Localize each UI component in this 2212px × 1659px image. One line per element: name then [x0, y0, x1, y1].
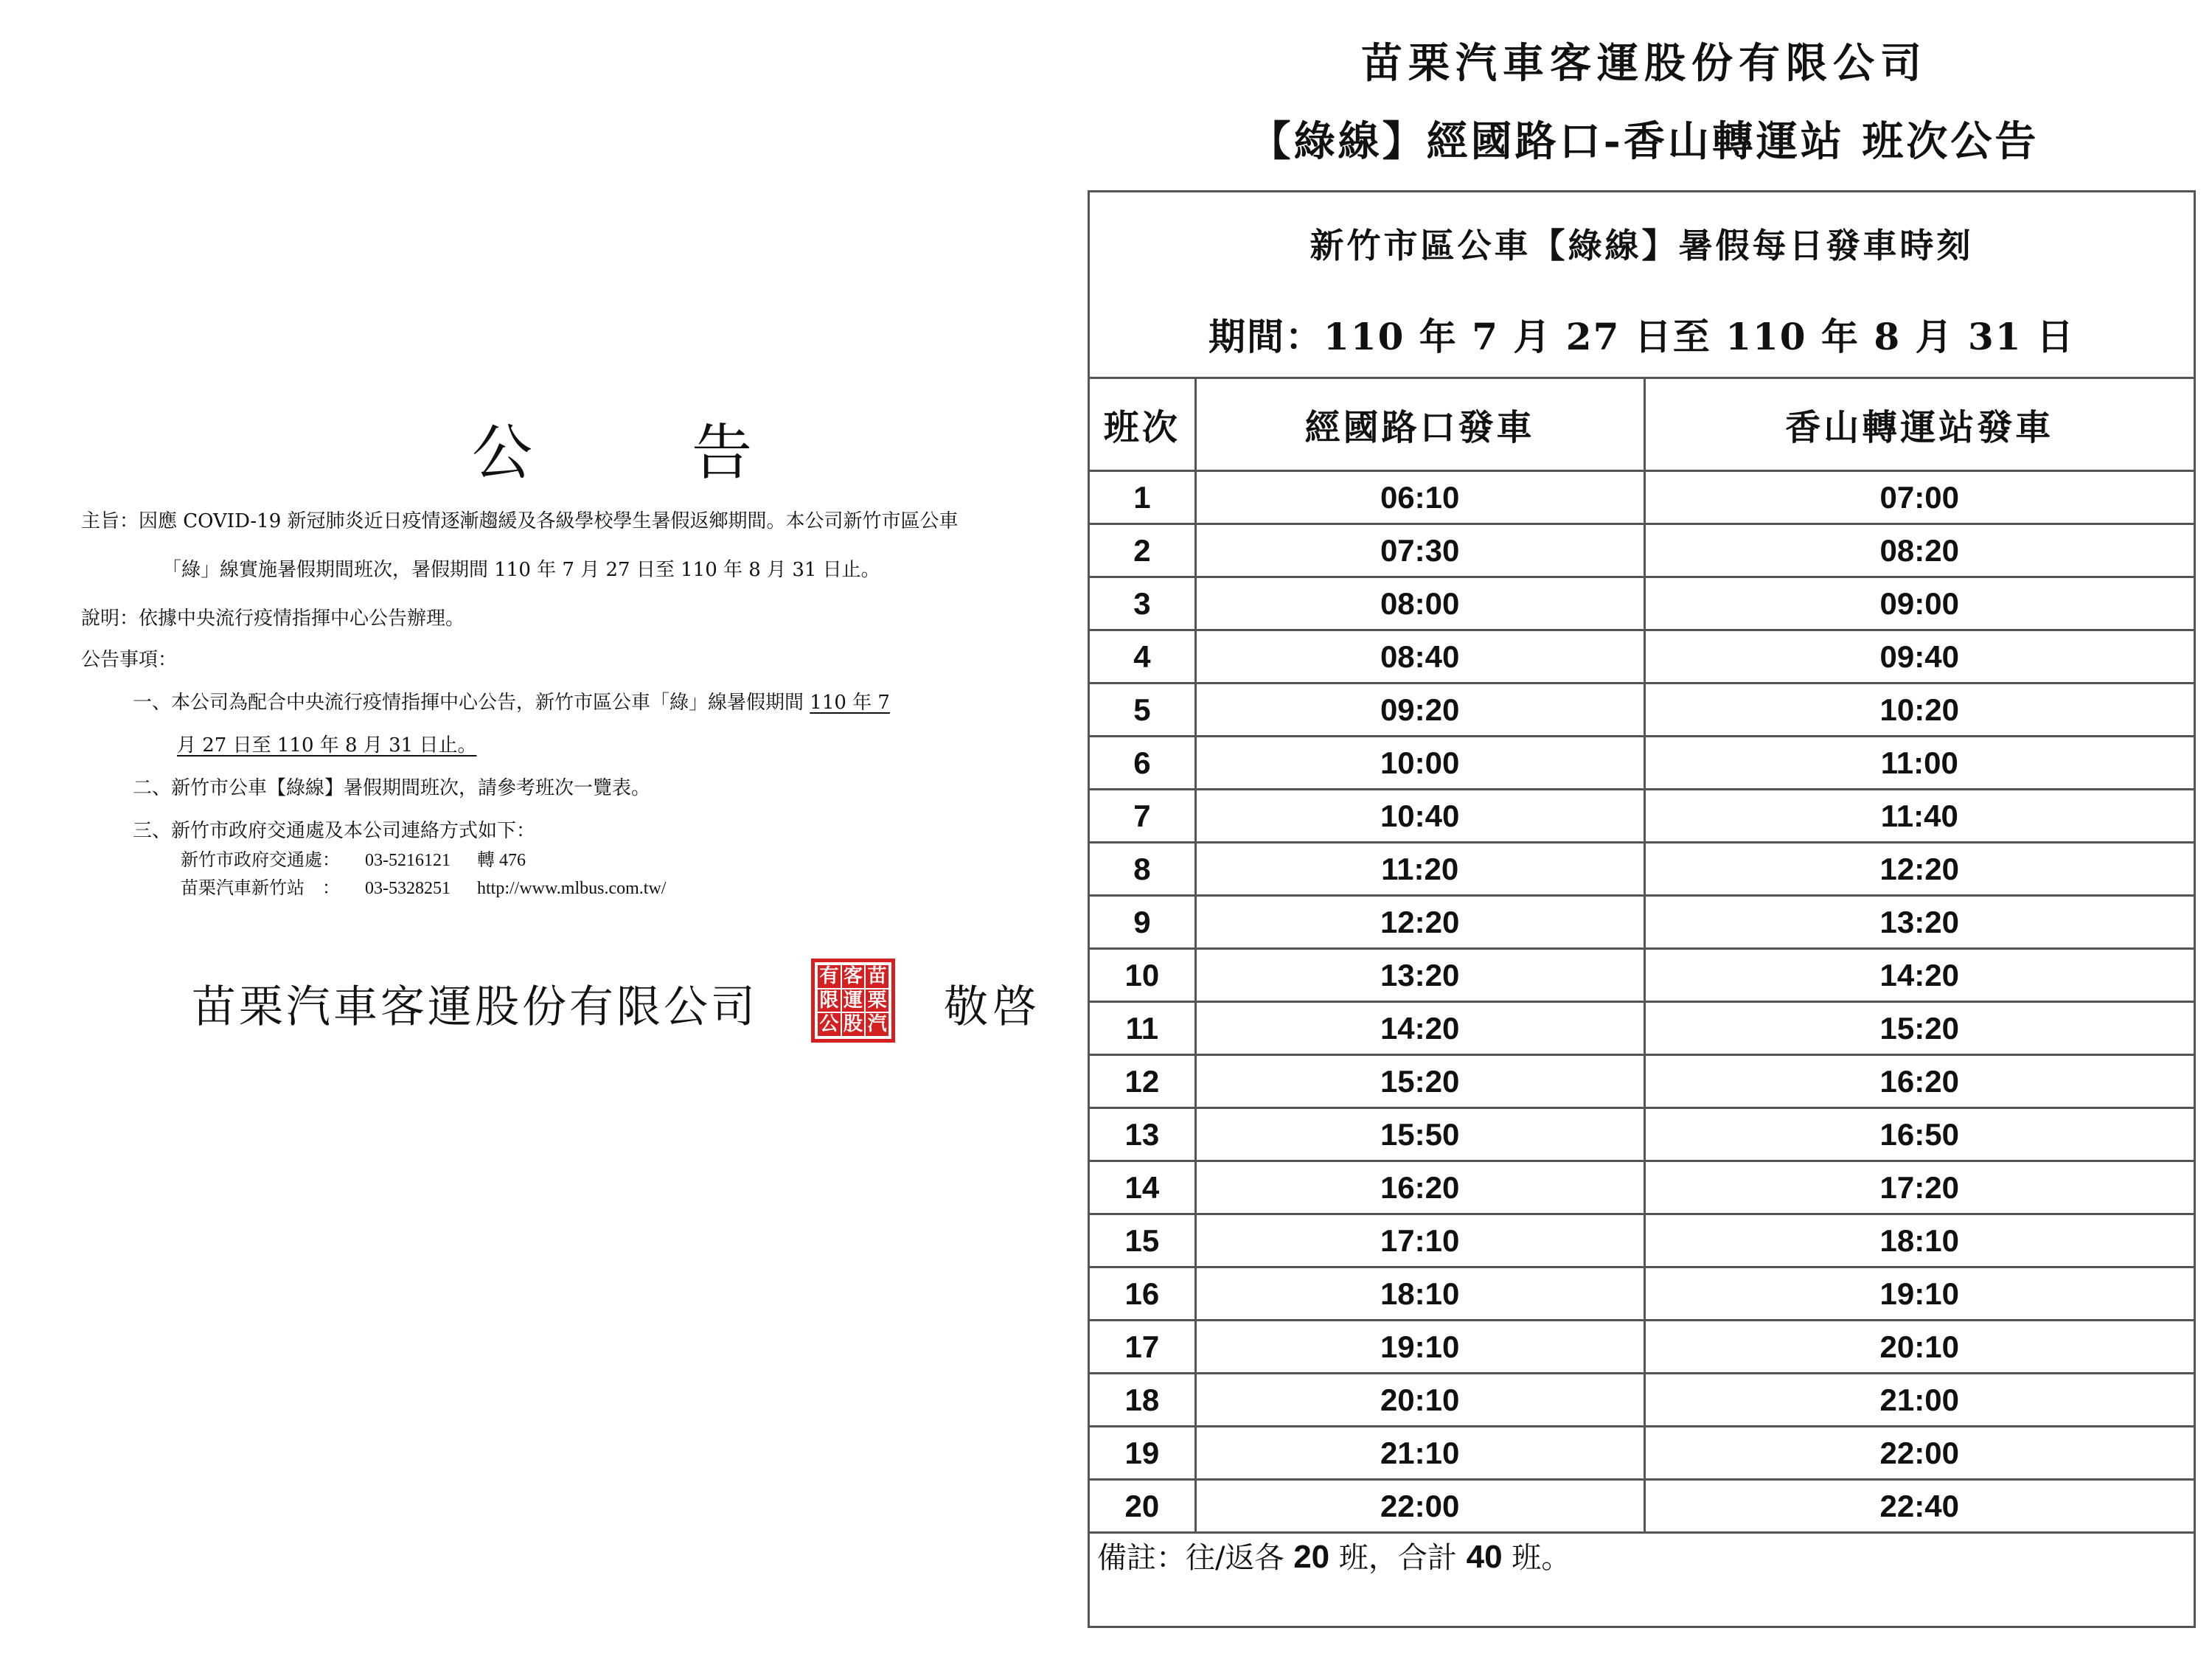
company-seal-stamp	[811, 959, 895, 1043]
table-header-row	[1089, 378, 2195, 471]
trip-number-cell: 8	[1089, 843, 1196, 896]
trip-number-cell: 11	[1089, 1002, 1196, 1055]
jingguo-departure-time-cell: 22:00	[1195, 1480, 1644, 1533]
xiangshan-departure-time-cell: 21:00	[1644, 1374, 2194, 1427]
note-count-total: 40	[1466, 1539, 1503, 1575]
trip-number-cell: 5	[1089, 684, 1196, 737]
closing-salutation: 敬啓	[944, 981, 1041, 1033]
company-signature: 苗栗汽車客運股份有限公司	[192, 981, 758, 1033]
xiangshan-departure-time-cell: 11:40	[1644, 790, 2194, 843]
seal-char: 運	[842, 990, 865, 1012]
table-row	[1089, 1214, 2195, 1267]
jingguo-departure-time-cell: 17:10	[1195, 1214, 1644, 1267]
timetable-table	[1088, 377, 2196, 1534]
trip-number-cell: 4	[1089, 630, 1196, 684]
seal-char: 栗	[866, 990, 888, 1012]
table-row	[1089, 1374, 2195, 1427]
column-header-jingguo-departure: 經國路口發車	[1195, 378, 1644, 471]
table-row	[1089, 896, 2195, 949]
timetable-note	[1097, 1534, 1571, 1576]
table-row	[1089, 1108, 2195, 1161]
jingguo-departure-time-cell: 06:10	[1195, 471, 1644, 524]
table-row	[1089, 843, 2195, 896]
title-char-1: 公	[472, 418, 533, 488]
contact-label: 苗栗汽車新竹站 ：	[181, 879, 340, 898]
table-row	[1089, 471, 2195, 524]
timetable-company-heading: 苗栗汽車客運股份有限公司	[1361, 39, 1927, 88]
note-mid: 班，合計	[1329, 1541, 1467, 1575]
seal-char: 苗	[866, 965, 888, 988]
trip-number-cell: 9	[1089, 896, 1196, 949]
jingguo-departure-time-cell: 18:10	[1195, 1267, 1644, 1321]
xiangshan-departure-time-cell: 07:00	[1644, 471, 2194, 524]
jingguo-departure-time-cell: 12:20	[1195, 896, 1644, 949]
contact-label: 新竹市政府交通處：	[181, 851, 340, 870]
table-row	[1089, 630, 2195, 684]
jingguo-departure-time-cell: 15:50	[1195, 1108, 1644, 1161]
contact-website-link[interactable]: http://www.mlbus.com.tw/	[477, 879, 667, 898]
table-row	[1089, 1321, 2195, 1374]
xiangshan-departure-time-cell: 13:20	[1644, 896, 2194, 949]
trip-number-cell: 10	[1089, 949, 1196, 1002]
jingguo-departure-time-cell: 16:20	[1195, 1161, 1644, 1214]
table-row	[1089, 737, 2195, 790]
timetable-route-heading: 【綠線】經國路口-香山轉運站 班次公告	[1249, 117, 2039, 166]
trip-number-cell: 3	[1089, 577, 1196, 630]
signature-block	[192, 959, 1062, 1047]
xiangshan-departure-time-cell: 16:50	[1644, 1108, 2194, 1161]
jingguo-departure-time-cell: 20:10	[1195, 1374, 1644, 1427]
trip-number-cell: 20	[1089, 1480, 1196, 1533]
trip-number-cell: 1	[1089, 471, 1196, 524]
xiangshan-departure-time-cell: 09:00	[1644, 577, 2194, 630]
xiangshan-departure-time-cell: 09:40	[1644, 630, 2194, 684]
items-heading: 公告事項：	[81, 649, 178, 671]
jingguo-departure-time-cell: 08:00	[1195, 577, 1644, 630]
seal-char: 公	[818, 1013, 841, 1036]
announcement-title	[472, 413, 752, 494]
trip-number-cell: 12	[1089, 1055, 1196, 1108]
table-row	[1089, 684, 2195, 737]
subject-line-1: 主旨：因應 COVID-19 新冠肺炎近日疫情逐漸趨緩及各級學校學生暑假返鄉期間。本公司新竹市區公車	[81, 510, 959, 532]
seal-char: 客	[842, 965, 865, 988]
xiangshan-departure-time-cell: 22:40	[1644, 1480, 2194, 1533]
table-row	[1089, 949, 2195, 1002]
table-row	[1089, 1427, 2195, 1480]
jingguo-departure-time-cell: 09:20	[1195, 684, 1644, 737]
table-row	[1089, 524, 2195, 577]
contact-phone: 03-5216121	[365, 851, 451, 870]
item-1-line-1	[133, 690, 890, 715]
jingguo-departure-time-cell: 15:20	[1195, 1055, 1644, 1108]
xiangshan-departure-time-cell: 14:20	[1644, 949, 2194, 1002]
table-row	[1089, 1480, 2195, 1533]
timetable-subtitle: 新竹市區公車【綠線】暑假每日發車時刻	[1310, 226, 1974, 265]
jingguo-departure-time-cell: 07:30	[1195, 524, 1644, 577]
jingguo-departure-time-cell: 14:20	[1195, 1002, 1644, 1055]
xiangshan-departure-time-cell: 16:20	[1644, 1055, 2194, 1108]
trip-number-cell: 18	[1089, 1374, 1196, 1427]
timetable-box	[1088, 190, 2196, 1628]
trip-number-cell: 15	[1089, 1214, 1196, 1267]
xiangshan-departure-time-cell: 20:10	[1644, 1321, 2194, 1374]
contact-extension: 轉 476	[477, 851, 526, 870]
trip-number-cell: 14	[1089, 1161, 1196, 1214]
trip-number-cell: 7	[1089, 790, 1196, 843]
xiangshan-departure-time-cell: 10:20	[1644, 684, 2194, 737]
seal-char: 有	[818, 965, 841, 988]
xiangshan-departure-time-cell: 19:10	[1644, 1267, 2194, 1321]
trip-number-cell: 2	[1089, 524, 1196, 577]
xiangshan-departure-time-cell: 11:00	[1644, 737, 2194, 790]
jingguo-departure-time-cell: 10:40	[1195, 790, 1644, 843]
contact-row	[181, 848, 526, 873]
column-header-xiangshan-departure: 香山轉運站發車	[1644, 378, 2194, 471]
xiangshan-departure-time-cell: 08:20	[1644, 524, 2194, 577]
table-row	[1089, 1055, 2195, 1108]
contact-row	[181, 876, 666, 901]
jingguo-departure-time-cell: 19:10	[1195, 1321, 1644, 1374]
note-suffix: 班。	[1502, 1541, 1571, 1575]
jingguo-departure-time-cell: 08:40	[1195, 630, 1644, 684]
xiangshan-departure-time-cell: 22:00	[1644, 1427, 2194, 1480]
trip-number-cell: 13	[1089, 1108, 1196, 1161]
trip-number-cell: 19	[1089, 1427, 1196, 1480]
table-row	[1089, 790, 2195, 843]
trip-number-cell: 17	[1089, 1321, 1196, 1374]
jingguo-departure-time-cell: 11:20	[1195, 843, 1644, 896]
jingguo-departure-time-cell: 13:20	[1195, 949, 1644, 1002]
subject-line-2: 「綠」線實施暑假期間班次，暑假期間 110 年 7 月 27 日至 110 年 8 月 31 日止。	[162, 559, 880, 581]
xiangshan-departure-time-cell: 17:20	[1644, 1161, 2194, 1214]
item-2: 二、新竹市公車【綠線】暑假期間班次，請參考班次一覽表。	[133, 777, 651, 799]
timetable-rows	[1089, 471, 2195, 1533]
note-count-each-way: 20	[1293, 1539, 1330, 1575]
xiangshan-departure-time-cell: 18:10	[1644, 1214, 2194, 1267]
seal-char: 汽	[866, 1013, 888, 1036]
xiangshan-departure-time-cell: 15:20	[1644, 1002, 2194, 1055]
item-1-text: 一、本公司為配合中央流行疫情指揮中心公告，新竹市區公車「綠」線暑假期間	[133, 692, 810, 714]
xiangshan-departure-time-cell: 12:20	[1644, 843, 2194, 896]
column-header-trip: 班次	[1089, 378, 1196, 471]
seal-char: 股	[842, 1013, 865, 1036]
trip-number-cell: 6	[1089, 737, 1196, 790]
item-3: 三、新竹市政府交通處及本公司連絡方式如下：	[133, 820, 536, 842]
timetable-period: 期間：110 年 7 月 27 日至 110 年 8 月 31 日	[1208, 315, 2075, 358]
seal-char: 限	[818, 990, 841, 1012]
item-1-line-2: 月 27 日至 110 年 8 月 31 日止。	[177, 734, 477, 757]
table-row	[1089, 1267, 2195, 1321]
jingguo-departure-time-cell: 21:10	[1195, 1427, 1644, 1480]
title-char-2: 告	[691, 418, 752, 488]
note-prefix: 備註：往/返各	[1097, 1541, 1294, 1575]
explanation: 說明：依據中央流行疫情指揮中心公告辦理。	[81, 608, 465, 630]
jingguo-departure-time-cell: 10:00	[1195, 737, 1644, 790]
table-row	[1089, 1002, 2195, 1055]
contact-phone: 03-5328251	[365, 879, 451, 898]
trip-number-cell: 16	[1089, 1267, 1196, 1321]
table-row	[1089, 1161, 2195, 1214]
table-row	[1089, 577, 2195, 630]
item-1-underlined-a: 110 年 7	[810, 692, 890, 714]
